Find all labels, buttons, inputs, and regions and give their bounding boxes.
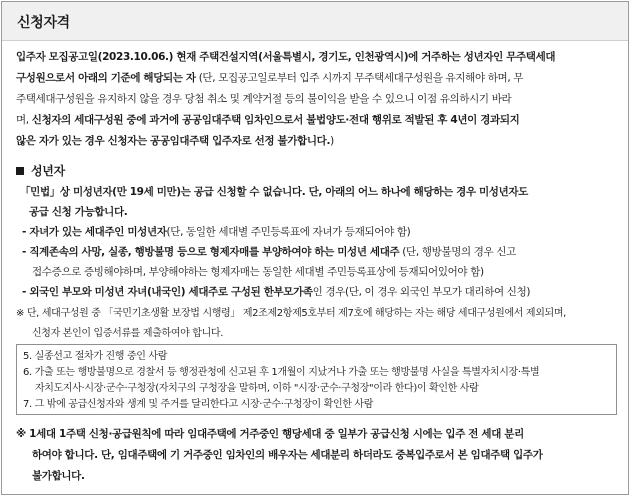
exception-item: - 외국인 부모와 미성년 자녀(내국인) 세대주로 구성된 한부모가족인 경우(단, 이 경우 외국인 부모가 대리하여 신청) [22, 286, 531, 298]
square-bullet-icon [16, 167, 24, 175]
box-line: 7. 그 밖에 공급신청자와 생계 및 주거를 달리한다고 시장·군수·구청장이 확인한 사람 [23, 399, 374, 410]
minor-section-heading: 성년자 [16, 165, 65, 177]
section-header [2, 2, 628, 41]
box-line: 5. 실종선고 절차가 진행 중인 사람 [23, 351, 168, 362]
eligibility-panel [1, 1, 629, 495]
intro-line: 구성원으로서 아래의 기준에 해당되는 자 (단, 모집공고일로부터 입주 시까지 무주택세대구성원을 유지해야 하며, 무 [16, 72, 524, 84]
section-title: 신청자격 [17, 15, 70, 31]
intro-line: 않은 자가 있는 경우 신청자는 공공임대주택 입주자로 선정 불가합니다.) [16, 135, 334, 147]
minor-desc-line: 공급 신청 가능합니다. [29, 206, 128, 218]
footer-note-line: 불가합니다. [32, 470, 85, 482]
exception-item: - 자녀가 있는 세대주인 미성년자(단, 동일한 세대별 주민등록표에 자녀가 등재되어야 함) [22, 226, 411, 238]
note-line: ※ 단, 세대구성원 중 「국민기초생활 보장법 시행령」 제2조제2항제5호부터 제7호에 해당하는 자는 해당 세대구성원에서 제외되며, [16, 308, 566, 319]
exception-item-cont: 접수증으로 증빙해야하며, 부양해야하는 형제자매는 동일한 세대별 주민등록표상에 등재되어있어야 함) [32, 266, 484, 278]
intro-line: 며, 신청자의 세대구성원 중에 과거에 공공임대주택 임차인으로서 불법양도·전대 행위로 적발된 후 4년이 경과되지 [16, 114, 520, 126]
minor-desc-line: 「민법」상 미성년자(만 19세 미만)는 공급 신청할 수 없습니다. 단, 아래의 어느 하나에 해당하는 경우 미성년자도 [20, 186, 528, 198]
note-line: 신청자 본인이 입증서류를 제출하여야 합니다. [32, 328, 224, 339]
reference-box [16, 344, 617, 415]
box-line: 자치도지사·시장·군수·구청장(자치구의 구청장을 말하며, 이하 "시장·군수·구청장"이라 한다)이 확인한 사람 [35, 383, 479, 394]
intro-line: 입주자 모집공고일(2023.10.06.) 현재 주택건설지역(서울특별시, 경기도, 인천광역시)에 거주하는 성년자인 무주택세대 [16, 51, 556, 63]
intro-line: 주택세대구성원을 유지하지 않을 경우 당첨 취소 및 계약거절 등의 불이익을 받을 수 있으니 이점 유의하시기 바라 [16, 93, 512, 105]
footer-note-line: ※ 1세대 1주택 신청·공급원칙에 따라 임대주택에 거주중인 행당세대 중 일부가 공급신청 시에는 입주 전 세대 분리 [16, 428, 524, 440]
box-line: 6. 가출 또는 행방불명으로 경찰서 등 행정관청에 신고된 후 1개월이 지났거나 가출 또는 행방불명 사실을 특별자치시장·특별 [23, 367, 540, 378]
exception-item: - 직계존속의 사망, 실종, 행방불명 등으로 형제자매를 부양하여야 하는 미성년 세대주 (단, 행방불명의 경우 신고 [22, 246, 516, 258]
footer-note-line: 하여야 합니다. 단, 임대주택에 기 거주중인 임차인의 배우자는 세대분리 하더라도 중복입주로서 본 임대주택 입주가 [32, 449, 543, 461]
